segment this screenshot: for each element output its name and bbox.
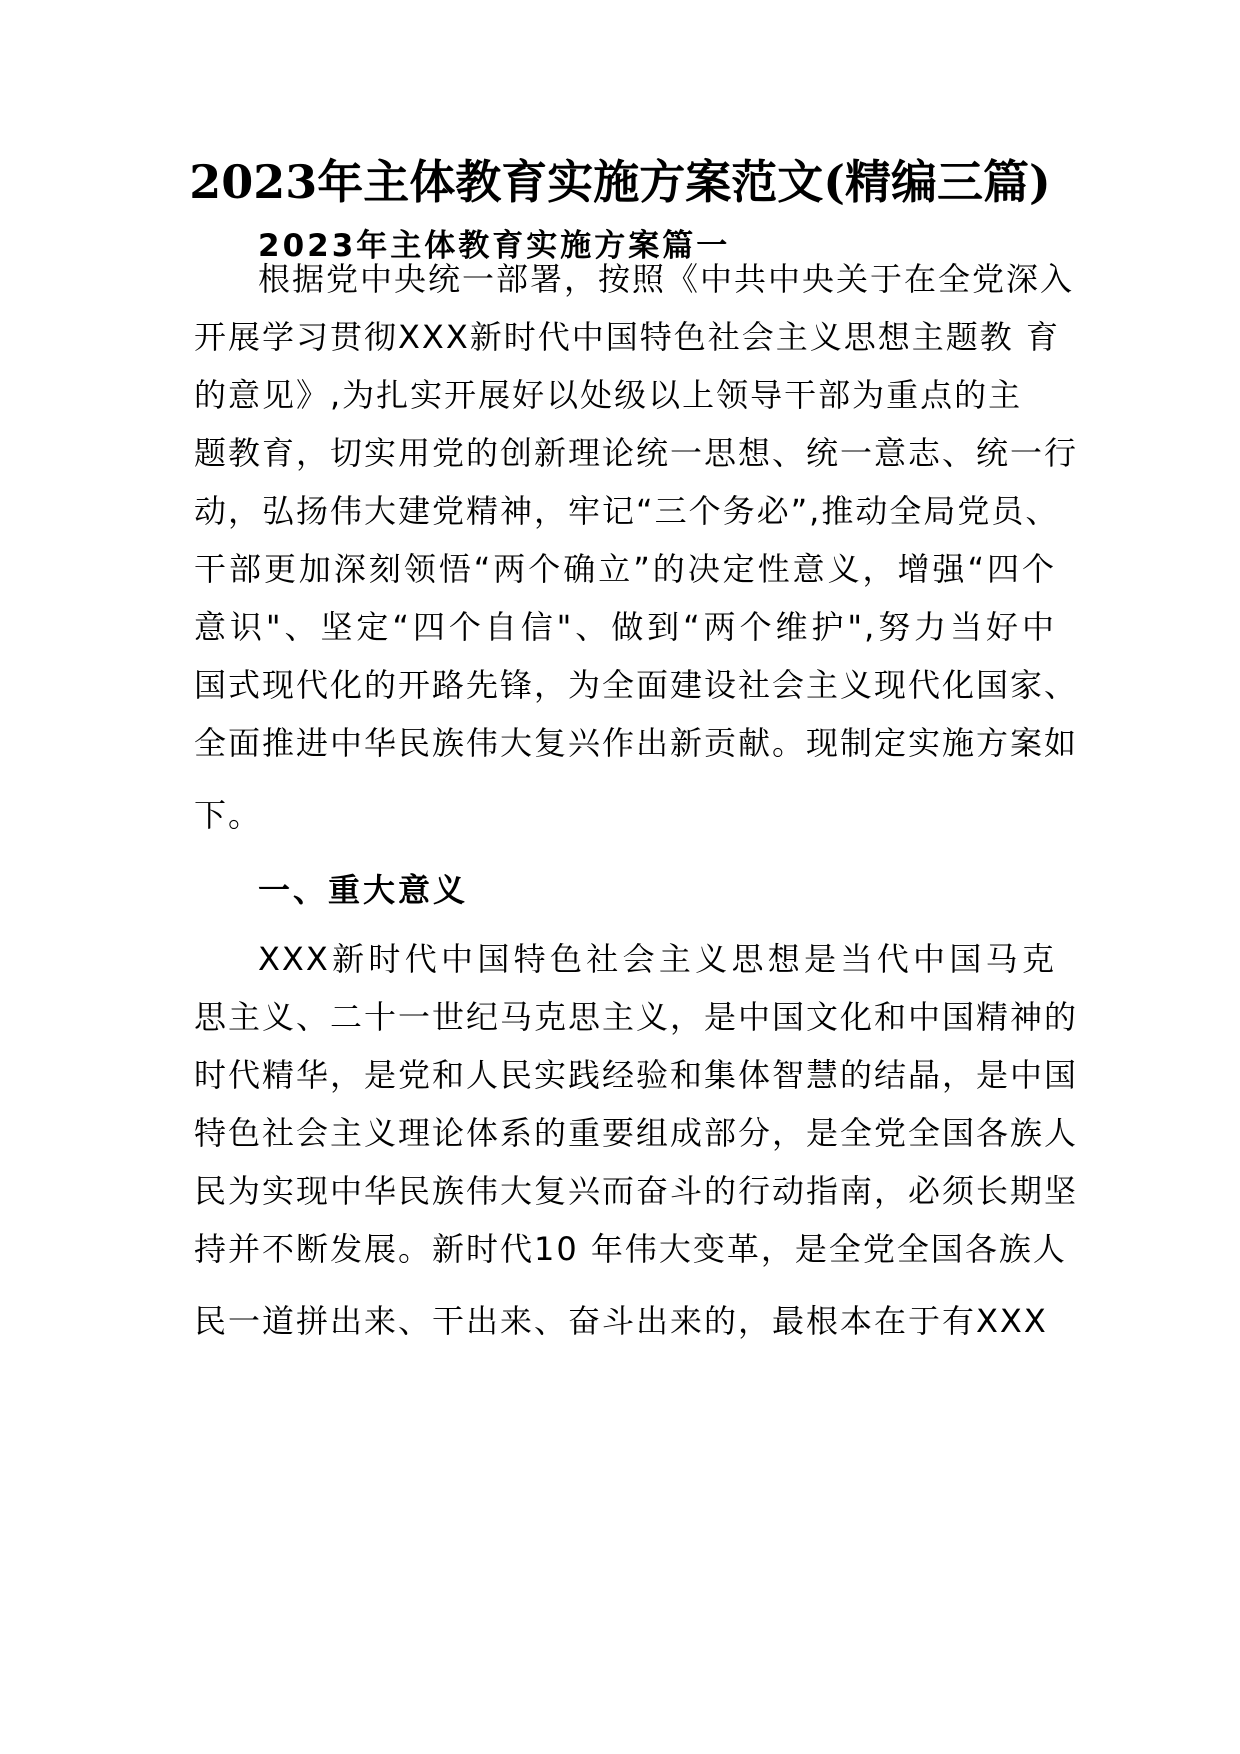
paragraph-intro (194, 250, 1079, 844)
section-heading-significance: 一、重大意义 (258, 871, 469, 909)
paragraph-line: 的意见》,为扎实开展好以处级以上领导干部为重点的主 (194, 376, 1023, 414)
section-title: 2023年主体教育实施方案篇一 (258, 228, 731, 264)
paragraph-line: 民为实现中华民族伟大复兴而奋斗的行动指南，必须长期坚 (194, 1172, 1079, 1210)
paragraph-line: 全面推进中华民族伟大复兴作出新贡献。现制定实施方案如 (194, 724, 1079, 762)
paragraph-line: 国式现代化的开路先锋，为全面建设社会主义现代化国家、 (194, 666, 1079, 704)
paragraph-line: 意识"、坚定“四个自信"、做到“两个维护",努力当好中 (194, 608, 1056, 646)
paragraph-line: 思主义、二十一世纪马克思主义，是中国文化和中国精神的 (194, 998, 1079, 1036)
paragraph-line: XXX新时代中国特色社会主义思想是当代中国马克 (258, 940, 1056, 978)
paragraph-line: 题教育，切实用党的创新理论统一思想、统一意志、统一行 (194, 434, 1079, 472)
paragraph-line: 动，弘扬伟大建党精神，牢记“三个务必”,推动全局党员、 (194, 492, 1060, 530)
paragraph-line: 持并不断发展。新时代10 年伟大变革，是全党全国各族人 (194, 1230, 1067, 1268)
paragraph-line: 干部更加深刻领悟“两个确立”的决定性意义，增强“四个 (194, 550, 1056, 588)
paragraph-line: 根据党中央统一部署，按照《中共中央关于在全党深入 (258, 260, 1075, 298)
paragraph-line: 开展学习贯彻XXX新时代中国特色社会主义思想主题教 育 (194, 318, 1060, 356)
paragraph-line: 民一道拼出来、干出来、奋斗出来的，最根本在于有XXX (194, 1302, 1048, 1340)
document-title: 2023年主体教育实施方案范文(精编三篇) (189, 155, 1051, 209)
paragraph-significance (194, 930, 1079, 1350)
paragraph-line: 下。 (194, 796, 263, 834)
paragraph-line: 特色社会主义理论体系的重要组成部分，是全党全国各族人 (194, 1114, 1079, 1152)
paragraph-line: 时代精华，是党和人民实践经验和集体智慧的结晶，是中国 (194, 1056, 1079, 1094)
